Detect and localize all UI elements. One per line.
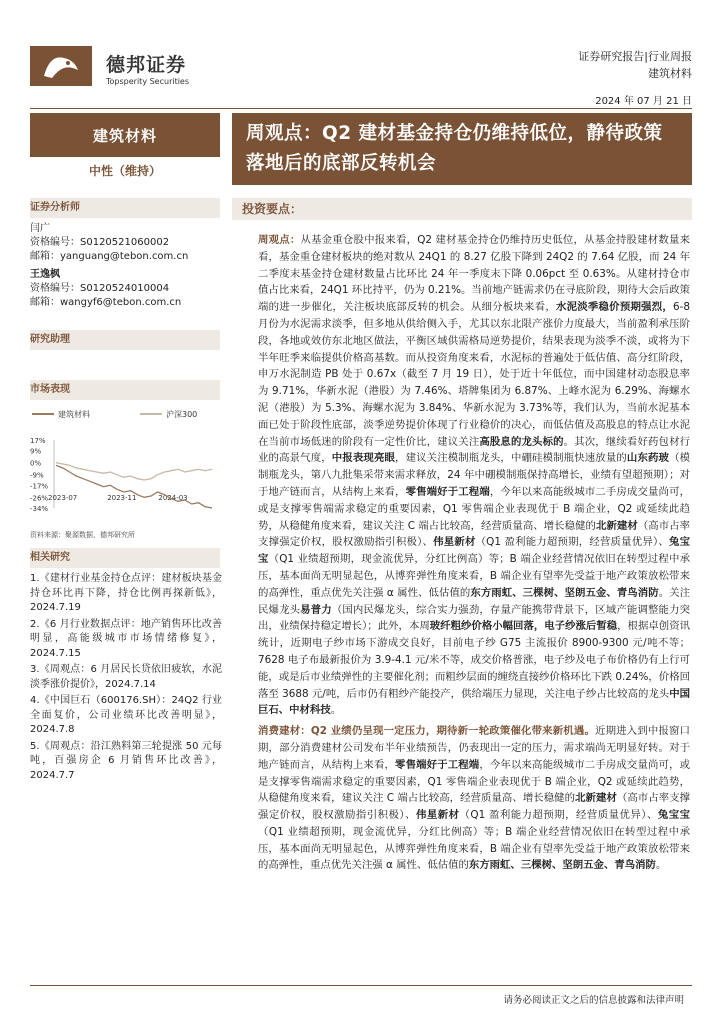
- highlight: 山东药玻: [626, 452, 670, 465]
- x-tick-label: 2023-07: [48, 494, 78, 502]
- market-heading: 市场表现: [30, 380, 220, 400]
- market-chart: [30, 400, 220, 520]
- analyst-block-2: [30, 268, 225, 310]
- y-tick-label: -17%: [30, 482, 49, 491]
- text: （Q1 盈利能力超预期，经营质量优异）、: [475, 536, 669, 549]
- invest-heading: 投资要点：: [232, 198, 692, 220]
- text: （Q1 盈利能力超预期，经营质量优异）、: [459, 809, 658, 822]
- highlight: 北新建材: [575, 792, 617, 805]
- text: （Q1 业绩超预期，现金流优异，分红比例高）等；B 端企业经营情况依旧在转型过程中承压，基本面尚无明显起色，从博弈弹性角度来看，B 端企业有望率先受益于地产政策放松带来的高弹性，重点优先关注强 α 属性、低估值的: [258, 553, 690, 599]
- text: ，建议关注模制瓶龙头，中硼硅模制瓶快速放量的: [395, 452, 627, 465]
- text: 6-8 月份为水泥需求淡季，但多地从供给侧入手，尤其以东北限产涨价力度最大，当前盈利承压阶段，各地或效仿东北地区做法，平衡区域供需格局逆势提价，结果表现为淡季不淡，或将为下半年旺季来临提供价格高基数。而从投资角度来看，水泥标的普遍处于低估值、高分红阶段，申万水泥制造 PB 处于 0.67x（截至 7 月 19 日），处于近十年低位，而中国建材动态股息率为 9.71%，华新水泥（港股）为 7.46%、塔牌集团为 6.87%、上峰水泥为 6.29%、海螺水泥（港股）为 5.3%、海螺水泥为 3.84%、华新水泥为 3.73%等，我们认为，当前水泥基本面已处于阶段性底部，淡季逆势提价体现了行业稳价的决心，而低估值及高股息的特点让水泥在当前市场低迷的阶段有一定性价比，建议关注: [258, 301, 691, 448]
- report-title: 周观点：Q2 建材基金持仓仍维持低位，静待政策落地后的底部反转机会: [232, 113, 692, 185]
- report-meta: [578, 48, 692, 82]
- y-tick-label: -34%: [30, 505, 49, 513]
- y-tick-label: 9%: [30, 447, 42, 456]
- text: （模制瓶龙头，第八九批集采带来需求释放，24 年中硼模制瓶保持高增长，业绩有望超预期）；对于地产链而言，从结构上来看，: [258, 452, 691, 498]
- text: 。: [330, 704, 342, 717]
- highlight: 北新建材: [596, 519, 638, 532]
- analyst-email[interactable]: 邮箱：wangyf6@tebon.com.cn: [30, 297, 182, 308]
- highlight: 玻纤粗纱价格小幅回落，电子纱涨后暂稳: [429, 620, 618, 633]
- report-industry: 建筑材料: [648, 67, 692, 80]
- assistant-heading: 研究助理: [30, 330, 220, 350]
- text: 。关注民爆龙头: [258, 586, 691, 616]
- highlight: 伟星新材: [433, 536, 476, 549]
- text: 近期进入到中报窗口期，部分消费建材公司发布半年业绩预告，仍表现出一定的压力，需求端尚无明显好转。对于地产链而言，从结构上来看，: [258, 725, 690, 771]
- highlight: 中报表现亮眼: [331, 452, 396, 465]
- text: ，今年以来高能级城市二手房成交量尚可，或是支撑零售端需求稳定的重要因素，Q1 零售端企业表现优于 B 端企业，Q2 或延续此趋势，从稳健角度来看，建议关注 C 端占比较高，经营质量高、增长稳健的: [258, 758, 691, 805]
- highlight: 水泥淡季稳价预期强烈，: [555, 301, 674, 314]
- logo-text-cn: 德邦证券: [106, 54, 187, 76]
- analyst-email[interactable]: 邮箱：yanguang@tebon.com.cn: [30, 251, 189, 262]
- analyst-name: 闫广: [30, 223, 50, 234]
- highlight: 东方雨虹、三棵树、坚朗五金、青鸟消防: [468, 859, 656, 872]
- highlight: 东方雨虹、三棵树、坚朗五金、青鸟消防: [470, 586, 659, 599]
- analyst-cert: 资格编号：S0120521060002: [30, 237, 170, 248]
- related-item[interactable]: 3.《周观点：6 月居民长贷依旧疲软，水泥淡季涨价提价》，2024.7.14: [30, 664, 222, 690]
- highlight: 伟星新材: [416, 809, 460, 822]
- text: 从基金重仓股中报来看，Q2 建材基金持仓仍维持历史低位，从基金持股建材数量来看，基金重仓建材板块的绝对数从 24Q1 的 8.27 亿股下降到 24Q2 的 7.64 亿股，而 24 年二季度末基金持仓建材数量占比环比 24 年一季度末下降 0.06pct 至 0.63%。从建材持仓市值占比来看，24Q1 环比持平，仍为 0.21%。当前地产链需求仍在寻底阶段，期待大会后政策端的进一步催化，关注板块底部反转的机会。从细分板块来看，: [258, 234, 690, 314]
- y-tick-label: 17%: [30, 437, 46, 445]
- footer-divider: [30, 985, 692, 986]
- text: 。其次，继续看好药包材行业的高景气度，: [258, 435, 691, 465]
- related-heading: 相关研究: [30, 548, 220, 568]
- para-lead: 消费建材：Q2 业绩仍呈现一定压力，期待新一轮政策催化带来新机遇。: [258, 725, 596, 738]
- highlight: 高股息的龙头标的: [479, 435, 564, 448]
- highlight: 易普力: [300, 603, 332, 616]
- x-tick-label: 2024-03: [158, 494, 188, 502]
- paragraph-consumer-materials: [258, 723, 690, 874]
- highlight: 兔宝宝: [258, 536, 690, 566]
- analyst-cert: 资格编号：S0120524010004: [30, 283, 170, 294]
- rating: 中性（维持）: [88, 164, 161, 178]
- logo-mark: [30, 46, 92, 86]
- highlight: 兔宝宝: [657, 809, 691, 822]
- legend-label: 沪深300: [166, 410, 198, 419]
- report-type: 证券研究报告|行业周报: [578, 50, 692, 63]
- highlight: 零售端好于工程端: [405, 485, 490, 498]
- text: （高市占率支撑强定价权，股权激励指引积极）、: [258, 519, 691, 549]
- text: ，今年以来高能级城市二手房成交量尚可，或是支撑零售端需求稳定的重要因素，Q1 零售端企业表现优于 B 端企业，Q2 或延续此趋势，从稳健角度来看，建议关注 C 端占比较高，经营质量高、增长稳健的: [258, 485, 691, 532]
- industry-title: 建筑材料: [30, 113, 220, 157]
- footer-disclaimer: 请务必阅读正文之后的信息披露和法律声明: [503, 995, 684, 1006]
- x-tick-label: 2023-11: [107, 494, 137, 502]
- text: ，根据卓创资讯统计，近期电子纱市场下游成交良好，目前电子纱 G75 主流报价 8900-9300 元/吨不等；7628 电子布最新报价为 3.9-4.1 元/米不等，成交价格普涨，电子纱及电子布价格仍有上行可能，或是后市业绩弹性的主要催化剂；而粗纱层面的缠绕直接纱价格环比下跌 0.24%，价格回落至 3688 元/吨，后市仍有粗纱产能投产，供给端压力显现，关注电子纱占比较高的龙头: [258, 620, 690, 700]
- chart-source: 资料来源：聚源数据，德邦研究所: [30, 531, 135, 539]
- report-body: [258, 232, 690, 874]
- paragraph-weekly-view: [258, 232, 690, 719]
- y-tick-label: -9%: [30, 471, 44, 480]
- related-item[interactable]: 4.《中国巨石（600176.SH）：24Q2 行业全面复价，公司业绩环比改善明显》，2024.7.8: [30, 695, 222, 735]
- highlight: 中国巨石、中材科技: [258, 687, 690, 717]
- y-tick-label: -26%: [30, 494, 49, 503]
- header-divider: [30, 108, 692, 109]
- legend-label: 建筑材料: [58, 410, 90, 419]
- text: （国内民爆龙头，综合实力强劲，存量产能携带背景下，区域产能调整能力突出，业绩保持稳定增长）；此外，本周: [258, 603, 691, 633]
- text: （Q1 业绩超预期，现金流优异，分红比例高）等；B 端企业经营情况依旧在转型过程中承压，基本面尚无明显起色，从博弈弹性角度来看，B 端企业有望率先受益于地产政策放松带来的高弹性，重点优先关注强 α 属性、低估值的: [258, 825, 690, 872]
- text: （高市占率支撑强定价权，股权激励指引积极）、: [258, 792, 691, 822]
- analyst-name: 王逸枫: [30, 269, 60, 280]
- related-list: [30, 572, 222, 785]
- analyst-heading: 证券分析师: [30, 198, 220, 218]
- text: 。: [655, 859, 667, 872]
- related-item[interactable]: 5.《周观点：沿江熟料第三轮提涨 50 元每吨，百强房企 6 月销售环比改善》，2024.7.7: [30, 740, 222, 781]
- y-tick-label: 0%: [30, 459, 42, 468]
- market-chart-svg: [30, 400, 220, 520]
- related-item[interactable]: 2.《6 月行业数据点评：地产销售环比改善明显，高能级城市市场情绪修复》，2024.7.15: [30, 618, 222, 659]
- report-date: 2024 年 07 月 21 日: [595, 96, 692, 107]
- para-lead: 周观点：: [258, 234, 301, 246]
- logo-mark-icon: [30, 46, 92, 86]
- analyst-block-1: [30, 222, 225, 264]
- highlight: 零售端好于工程端: [395, 758, 480, 771]
- related-item[interactable]: 1.《建材行业基金持仓点评：建材板块基金持仓环比再下降，持仓比例再探新低》，2024.7.19: [30, 573, 222, 613]
- logo-text-en: Topsperity Securities: [106, 77, 190, 86]
